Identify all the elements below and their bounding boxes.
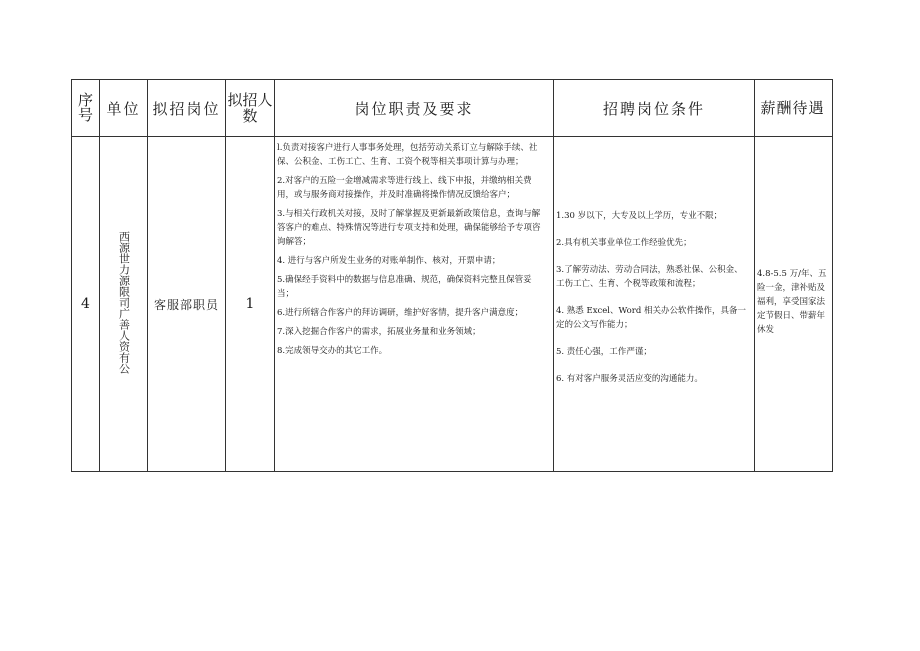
header-salary: 薪酬待遇 xyxy=(755,80,833,137)
table-row xyxy=(72,137,833,472)
requirement-item: 1.30 岁以下，大专及以上学历，专业不限； xyxy=(556,211,723,221)
header-row xyxy=(72,80,833,137)
duty-item: 5.确保经手资料中的数据与信息准确、规范，确保资料完整且保管妥当； xyxy=(277,275,532,299)
row-position: 客服部职员 xyxy=(148,137,226,472)
requirement-item: 2.具有机关事业单位工作经验优先； xyxy=(556,238,692,248)
header-unit: 单位 xyxy=(100,80,148,137)
row-unit: 西源世力源限司广善人资有公 xyxy=(117,230,131,374)
header-count: 拟招人数 xyxy=(226,80,275,137)
row-count: 1 xyxy=(226,137,275,472)
header-requirements: 招聘岗位条件 xyxy=(554,80,755,137)
header-index: 序号 xyxy=(72,80,100,137)
duty-item: 8.完成领导交办的其它工作。 xyxy=(277,346,388,356)
duty-item: l.负责对接客户进行人事事务处理，包括劳动关系订立与解除手续、社保、公积金、工伤工亡、生育、工资个税等相关事项计算与办理； xyxy=(277,143,538,167)
row-salary xyxy=(755,137,833,472)
requirement-item: 3.了解劳动法、劳动合同法，熟悉社保、公积金、工伤工亡、生育、个税等政策和流程； xyxy=(556,265,743,289)
salary-text: 4.8-5.5 万/年、五险一金，津补贴及福利，享受国家法定节假日、带薪年休发 xyxy=(757,268,827,335)
duty-item: 3.与相关行政机关对接，及时了解掌握及更新最新政策信息，查询与解答客户的难点、特殊情况等进行专项支持和处理，确保能够给予专项咨询解答； xyxy=(277,209,541,247)
duty-item: 2.对客户的五险一金增减需求等进行线上、线下申报，并缴纳相关费用，或与服务商对接操作，并及时准确将操作情况反馈给客户； xyxy=(277,176,532,200)
header-duties: 岗位职责及要求 xyxy=(275,80,554,137)
duty-item: 6.进行所辖合作客户的拜访调研，维护好客情，提升客户满意度； xyxy=(277,308,524,318)
duty-item: 4. 进行与客户所发生业务的对账单制作、核对，开票申请； xyxy=(277,256,501,266)
job-table xyxy=(71,79,833,472)
header-position: 拟招岗位 xyxy=(148,80,226,137)
requirement-item: 6. 有对客户服务灵活应变的沟通能力。 xyxy=(556,374,703,384)
row-unit-cell xyxy=(100,137,148,472)
row-duties xyxy=(275,137,554,472)
requirement-item: 5. 责任心强，工作严谨； xyxy=(556,347,652,357)
requirement-item: 4. 熟悉 Excel、Word 相关办公软件操作，具备一定的公文写作能力； xyxy=(556,306,747,330)
duty-item: 7.深入挖掘合作客户的需求，拓展业务量和业务领域； xyxy=(277,327,481,337)
row-index: 4 xyxy=(72,137,100,472)
row-requirements xyxy=(554,137,755,472)
